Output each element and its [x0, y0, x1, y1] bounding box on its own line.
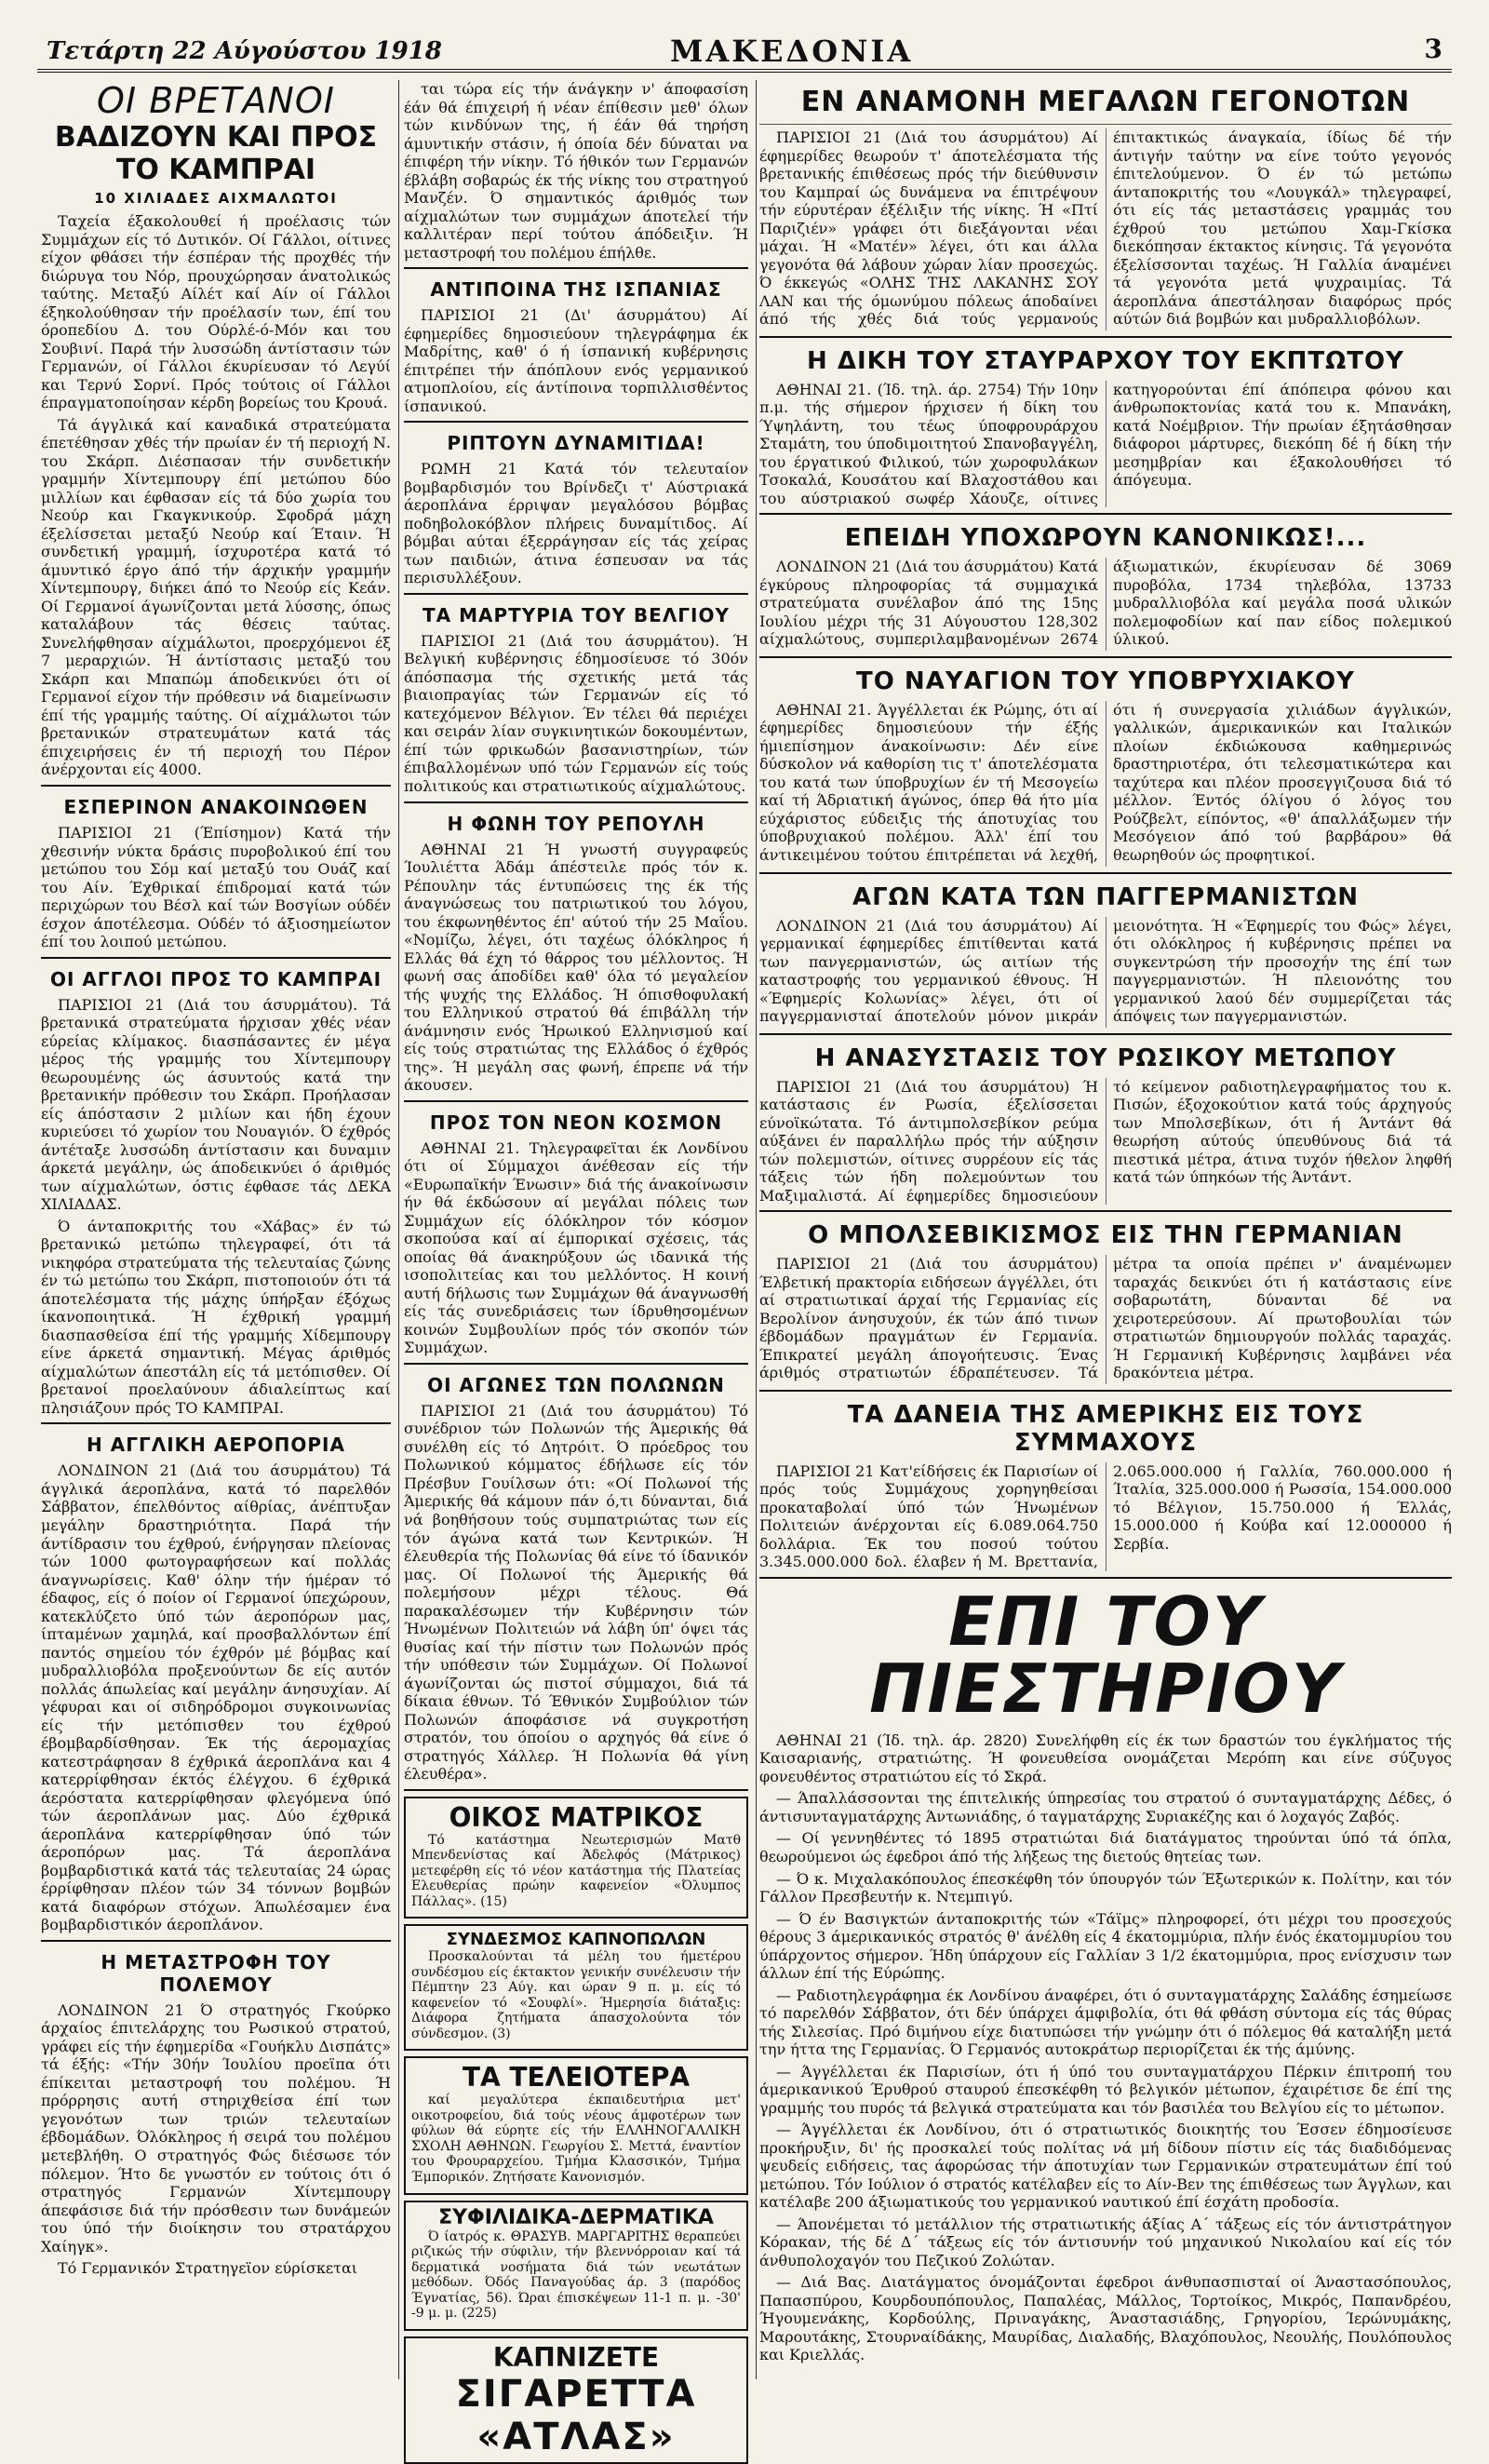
- article-title: ΤΑ ΔΑΝΕΙΑ ΤΗΣ ΑΜΕΡΙΚΗΣ ΕΙΣ ΤΟΥΣ ΣΥΜΜΑΧΟΥΣ: [847, 1400, 1364, 1457]
- article-title: Η ΑΝΑΣΥΣΤΑΣΙΣ ΤΟΥ ΡΩΣΙΚΟΥ ΜΕΤΩΠΟΥ: [814, 1043, 1397, 1072]
- article-body: [759, 1078, 1452, 1205]
- divider: [404, 1789, 748, 1791]
- divider: [759, 1210, 1452, 1212]
- article-title: ΕΝ ΑΝΑΜΟΝΗ ΜΕΓΑΛΩΝ ΓΕΓΟΝΟΤΩΝ: [800, 86, 1411, 118]
- divider: [41, 957, 391, 959]
- divider: [41, 1422, 391, 1424]
- page-number: 3: [1424, 34, 1442, 64]
- brand-word: ΣΙΓΑΡΕΤΤΑ: [455, 2372, 697, 2416]
- article-paragraph: ΠΑΡΙΣΙΟΙ 21 Κατ'είδήσεις έκ Παρισίων οί πρός τούς Συμμάχους χορηγηθείσαι προκαταβολαί ύπό τών Ήνωμένων Πολιτειών άνέρχονται είς 6.089.064.750 δολλάρια. Έκ του ποσού τούτου 3.345.000.000 δολ. έλαβεν ή Μ. Βρεττανία, 2.065.000.000 ή Γαλλία, 760.000.000 ή Ίταλία, 325.000.000 ή Ρωσσία, 154.000.000 τό Βέλγιον, 15.750.000 ή Έλλάς, 15.000.000 ή Κούβα καί 12.000000 ή Σερβία.: [759, 1461, 1452, 1571]
- news-item: — Άγγέλλεται έκ Παρισίων, ότι ή ύπό του συνταγματάρχου Πέρκιν έπιτροπή του άμερικανικού Έρυθρού σταυρού έπεσκέφθη τό βελγικόν μέτωπον, έχαιρέτισε δε έπί της γραμμής του πυρός τά βελγικά στρατεύματα και τόν βασιλέα του Βελγίου είς το μέτωπον.: [759, 2062, 1452, 2117]
- advertisement: [404, 1924, 748, 2051]
- article-kicker: 10 ΧΙΛΙΑΔΕΣ ΑΙΧΜΑΛΩΤΟΙ: [94, 190, 338, 207]
- article-title: Η ΜΕΤΑΣΤΡΟΦΗ ΤΟΥ ΠΟΛΕΜΟΥ: [101, 1950, 331, 1996]
- article-paragraph: ΛΟΝΔΙΝΟΝ 21 (Διά του άσυρμάτου) Αί γερμανικαί έφημερίδες έπιτίθενται κατά των πανγερμανιστών, ώς αιτίων τής καταστροφής του γερμανικού έθνους. Ή «Έφημερίς Κολωνίας» λέγει, ότι οί παγγερμανισταί άποτελούν μόνον μικράν μειονότητα. Ή «Έφημερίς του Φώς» λέγει, ότι ολόκληρος ή κυβέρνησις πρέπει να συγκεντρώση τήν προσοχήν της έπί των παγγερμανιστών. Ή πλειονότης του γερμανικού λαού δέν συμμερίζεται τάς άπόψεις των παγγερμανιστών.: [759, 916, 1452, 1026]
- advertisement: [404, 1797, 748, 1919]
- news-item: — Ραδιοτηλεγράφημα έκ Λονδίνου άναφέρει, ότι ό συνταγματάρχης Σαλάδης έσημείωσε τό παρελθόν Σάββατον, ότι δέν ύπάρχει άμφιβολία, ότι θά φθάση σύντομα είς τάς θύρας τής Σιλεσίας. Πρό διμήνου είχε διατυπώσει τήν γνώμην ότι ό πόλεμος θά καταλήξη μετά την ήττα της Γερμανίας. Ό Γερμανός αυτοκράτωρ περιορίζεται έκ τής άμύνης.: [759, 1986, 1452, 2059]
- divider: [404, 593, 748, 595]
- article-body: [759, 701, 1452, 867]
- news-item: — Ό κ. Μιχαλακόπουλος έπεσκέφθη τόν ύπουργόν τών Έξωτερικών κ. Πολίτην, και τόν Γάλλον Πρεσβευτήν κ. Ντεμπιγύ.: [759, 1869, 1452, 1906]
- advertisement: [404, 2056, 748, 2194]
- article-title: ΤΑ ΜΑΡΤΥΡΙΑ ΤΟΥ ΒΕΛΓΙΟΥ: [423, 603, 730, 626]
- article-paragraph: ΠΑΡΙΣΙΟΙ 21 (Διά του άσυρμάτου) Τό συνέδριον τών Πολωνών τής Άμερικής θά συνέλθη είς τό Δητρόιτ. Ό πρόεδρος του Πολωνικού κόμματος έδήλωσε είς τόν Πρέσβυν Γουίλσων ότι: «Οί Πολωνοί τής Άμερικής θά κάμουν πάν ό,τι δύνανται, διά νά βοηθήσουν τούς συμπατριώτας των είς τόν άγώνα κατά των Κεντρικών. Ή έλευθερία τής Πολωνίας θά είνε τό ίδανικόν μας. Οί Πολωνοί τής Άμερικής θά πολεμήσουν μέχρι τέλους. Θά παρακαλέσωμεν τήν Κυβέρνησιν τών Ήνωμένων Πολιτειών νά λάβη ύπ' όψει τάς θυσίας καί τήν πίστιν των Πολωνών πρός τήν υπόθεσιν τών Συμμάχων. Οί Πολωνοί άγωνίζονται ώς πιστοί σύμμαχοι, διά τά δίκαια έθνων. Τό Έθνικόν Συμβούλιον τών Πολωνών άποφάσισε νά συγκροτήση στρατόν, του όποίου ο αρχηγός θά είνε ό στρατηγός Χάλλερ. Ή Πολωνία θά γίνη έλευθέρα».: [404, 1401, 748, 1784]
- article-title: ΕΠΕΙΔΗ ΥΠΟΧΩΡΟΥΝ ΚΑΝΟΝΙΚΩΣ!...: [844, 524, 1367, 553]
- divider: [404, 801, 748, 803]
- article-title: ΟΙ ΑΓΩΝΕΣ ΤΩΝ ΠΟΛΩΝΩΝ: [427, 1373, 725, 1396]
- divider: [759, 513, 1452, 515]
- newspaper-name: ΜΑΚΕΔΟΝΙΑ: [670, 34, 914, 69]
- article-body: [759, 381, 1452, 508]
- news-item: — Άγγέλλεται έκ Λονδίνου, ότι ό στρατιωτικός διοικητής του Έσσεν έδημοσίευσε προκήρυξιν, δι' ής προσκαλεί τούς πολίτας νά μή δίδουν πίστιν είς τάς διαδιδόμενας ψευδείς ειδήσεις, τας άφορώσας τήν άποτυχίαν των Γερμανικών στρατευμάτων έπί τού μετώπου. Τόν Ιούλιον ό στρατός κατέλαβεν είς το Αίν-Βεν της έπιθέσεως των Άγγλων, και κατέλαβε 200 άξιωματικούς του γερμανικού ναυτικού έπί έσχάτη προδοσία.: [759, 2121, 1452, 2212]
- news-item: — Άπονέμεται τό μετάλλιον τής στρατιωτικής άξίας Α΄ τάξεως είς τόν άντιστράτηγον Κόρακαν, τής δέ Δ΄ τάξεως είς τόν άντισυνήν τού μηχανικού Νικολαίου καί είς τόν άνθυπολοχαγόν του Πεζικού Ζολώταν.: [759, 2215, 1452, 2269]
- article-title: Η ΔΙΚΗ ΤΟΥ ΣΤΑΥΡΑΡΧΟΥ ΤΟΥ ΕΚΠΤΩΤΟΥ: [807, 346, 1404, 375]
- article-paragraph: ΠΑΡΙΣΙΟΙ 21 (Διά του άσυρμάτου). Ή Βελγική κυβέρνησις έδημοσίευσε τό 30όν άπόσπασμα τής σχετικής μετά τάς βιαιοπραγίας τών Γερμανών είς τό κατεχόμενον Βέλγιον. Έν τέλει θά περιέχει και σειράν λίαν συγκινητικών δοκουμέντων, έπί τών φρικωδών βασανιστηρίων, τών έπιβαλλομένων υπό τών Γερμανών είς τούς πολιτικούς και στρατιωτικούς αίχμαλώτους.: [404, 631, 748, 795]
- article-paragraph: ΛΟΝΔΙΝΟΝ 21 (Διά του άσυρμάτου) Κατά έγκύρους πληροφορίας τά συμμαχικά στρατεύματα συνέλαβον άπό της 15ης Ιουλίου μέχρι τής 31 Αύγουστου 128,302 αίχμαλώτους, συμπεριλαμβανομένων 2674 άξιωματικών, έκυρίευσαν δέ 3069 πυροβόλα, 1734 τηλεβόλα, 13733 μυδραλλιοβόλα καί μεγάλα ποσά υλικών πολεμοφοδίων καί παν είδος πολεμικού ύλικού.: [759, 558, 1452, 649]
- issue-date: Τετάρτη 22 Αύγούστου 1918: [47, 37, 442, 65]
- article-title: ΟΙ ΒΡΕΤΑΝΟΙ: [97, 80, 335, 121]
- divider: [759, 1577, 1452, 1579]
- divider: [759, 1390, 1452, 1392]
- divider: [759, 656, 1452, 658]
- ad-title: ΚΑΠΝΙΖΕΤΕ: [492, 2341, 660, 2373]
- divider: [404, 1100, 748, 1102]
- brand-word: «ΑΤΛΑΣ»: [476, 2415, 676, 2458]
- advertisement: [404, 2336, 748, 2464]
- divider: [41, 785, 391, 787]
- article-title: ΤΟ ΝΑΥΑΓΙΟΝ ΤΟΥ ΥΠΟΒΡΥΧΙΑΚΟΥ: [856, 666, 1355, 695]
- article-title: ΟΙ ΑΓΓΛΟΙ ΠΡΟΣ ΤΟ ΚΑΜΠΡΑΙ: [49, 967, 382, 990]
- article-paragraph: ΠΑΡΙΣΙΟΙ 21 (Διά του άσυρμάτου) Αί έφημερίδες θεωρούν τ' άποτελέσματα τής βρετανικής έπιθέσεως πρός τήν διεύθυνσιν του Καμπραί ώς δυνάμενα να έπιτρέψουν τήν εύρυτέραν έξέλιξιν τής νίκης. Ή «Πτί Παριζιέν» γράφει ότι διεξάγονται νέαι μάχαι. Ή «Ματέν» λέγει, ότι και άλλα γεγονότα θά λάβουν χώραν λίαν προσεχώς. Ό έκκεγώς «ΟΛΗΣ ΤΗΣ ΛΑΚΑΝΗΣ ΣΟΥ ΛΑΝ και τής όμωνύμου πόλεως άποδαίνει άπό τής χθές διά τούς γερμανούς έπιτακτικώς άναγκαία, ίδίως δέ τήν άντιγήν ταύτην να είνε τούτο γεγονός έπιτελούμενον. Ό έν τώ μετώπω άνταποκριτής του «Λουγκάλ» τηλεγραφεί, ότι είς τάς μεταστάσεις γραμμάς του έχθρού του μετώπου Χαμ-Γκίσκα διεκόπησαν έκτακτος κίνησις. Τά γεγονότα έξελίσσονται ταχέως. Ή Γαλλία άναμένει τά γεγονότα μετά ψυχραιμίας. Τά άεροπλάνα άπεστάλησαν διαφόρως πρός αύτών διά βομβών και μυδραλλιοβόλων.: [759, 128, 1452, 329]
- article-paragraph: Τό Γερμανικόν Στρατηγεϊον εύρίσκεται: [58, 2259, 358, 2278]
- article-paragraph: ΠΑΡΙΣΙΟΙ 21 (Διά του άσυρμάτου) Έλβετική πρακτορία ειδήσεων άγγέλλει, ότι αί στρατιωτικαί άρχαί τής Γερμανίας είς Βερολίνον άνησυχούν, έκ τών άπό τινων έβδομάδων πραγμάτων έν Γερμανία. Έπικρατεί μεγάλη άπογοήτευσις. Ένας άριθμός στρατιωτών έδραπέτευσεν. Τά μέτρα τα οποία πρέπει ν' άναμένωμεν ταραχάς δεικνύει ότι ή κατάστασις είνε σοβαρωτάτη, δύνανται δέ να χειροτερεύσουν. Αί πρωτοβουλίαι τών στρατιωτών δημιουργούν πολλάς ταραχάς. Ή Γερμανική Κυβέρνησις λαμβάνει νέα δρακόντεια μέτρα.: [759, 1255, 1452, 1382]
- article-paragraph: Ό άνταποκριτής του «Χάβας» έν τώ βρετανικώ μετώπω τηλεγραφεί, ότι τά νικηφόρα στρατεύματα τής τελευταίας ζώνης έν τώ μετώπω του Σκάρπ, πιστοποιούν ότι τά άποτελέσματα τής μάχης ύπήρξαν έξόχως ίκανοποιητικά. Ή έχθρική γραμμή διασπασθείσα έπί τής γραμμής Χίδεμπουργ είνε άρκετά σημαντική. Μέγας άριθμός αίχμαλώτων άπεστάλη είς τά μετόπισθεν. Οί βρετανοί προελαύνουν άδιαλείπτως καί πλησιάζουν πρός ΤΟ ΚΑΜΠΡΑΙ.: [41, 1217, 391, 1417]
- article-paragraph: ΠΑΡΙΣΙΟΙ 21 (Διά του άσυρμάτου) Ή κατάστασις έν Ρωσία, έξελίσσεται εύνοϊκώτατα. Τό άντιμπολσεβίκον ρεύμα αύξάνει έν παραλλήλω πρός τήν αύξησιν τών πολεμιστών, οίτινες συρρέουν είς τάς τάξεις τών ήδη πολεμούντων του Μαξιμαλιστά. Αί έφημερίδες δημοσιεύουν τό κείμενον ραδιοτηλεγραφήματος του κ. Πισών, έξοχοκούτιον κατά τούς άρχηγούς των Μπολσεβίκων, ότι ή Άντάντ θά θεωρήση αύτούς ύπευθύνους διά τά πιεστικά μέτρα, άτινα τυχόν ήθελον ληφθή κατά τών ύπηκόων τής Άντάντ.: [759, 1077, 1452, 1205]
- divider: [759, 124, 1452, 125]
- article-body: [759, 558, 1452, 651]
- ad-title: ΣΥΦΙΛΙΔΙΚΑ-ΔΕΡΜΑΤΙΚΑ: [438, 2205, 714, 2229]
- article-paragraph: Τά άγγλικά καί καναδικά στρατεύματα έπετέθησαν χθές τήν πρωίαν έν τή περιοχή Ν. του Σκάρπ. Διέσπασαν τήν συνδετικήν γραμμήν Χίντεμπουργ έπί μετώπου δύο μιλλίων και έφθασαν είς τά δύο χωρία του Νεούρ και Γκαγκνικούρ. Σφοδρά μάχη έξελίσσεται μεταξύ Νεούρ καί Έταιν. Ή συνδετική γραμμή, ίσχυροτέρα κατά τό άμυντικό έργο άπό τήν άρχικήν γραμμήν Χίντεμπουργ, διήκει άπό το Νεούρ είς Κεάν. Οί Γερμανοί άγωνίζονται μετά λύσσης, όπως καταλάβουν τάς θέσεις ταύτας. Συνελήφθησαν αίχμάλωτοι, προερχόμενοι έξ 7 μεραρχιών. Ή άντίστασις μεταξύ του Σκάρπ και Μπαπώμ άποδεικνύει ότι οί Γερμανοί είχον τήν πρόθεσιν νά διαμείνωσιν έπί τής γραμμής ταύτης. Οί αίχμάλωτοι τών βρετανικών στρατευμάτων κατά τάς έπιχειρήσεις έν τή περιοχή του Πέρον άνέρχονται είς 4000.: [41, 415, 391, 779]
- ad-title: ΤΑ ΤΕΛΕΙΟΤΕΡΑ: [462, 2062, 691, 2094]
- news-item: — Ό έν Βασιγκτών άνταποκριτής τών «Τάϊμς» πληροφορεί, ότι μέχρι του προσεχούς θέρους 3 άμερικανικός στρατός θ' άνέλθη είς 4 έκατομμύρια, πλήν ένός έκατομμυρίου του ύπάρχοντος σήμερον. Ήδη ύπάρχουν είς Γαλλίαν 3 1/2 έκατομμύρια, προς ενίσχυσιν των άλλων έπί τής Εύρώπης.: [759, 1909, 1452, 1983]
- ad-text: Προσκαλούνται τά μέλη του ήμετέρου συνδέσμου είς έκτακτον γενικήν συνέλευσιν τήν Πέμπτην 23 Αύγ. και ώραν 9 π. μ. είς τό καφενείον τό «Σουφλί». Ήμερησία διάταξις: Διάφορα ζητήματα άπασχολούντα τόν σύνδεσμον. (3): [411, 1949, 741, 2041]
- news-item: — Άπαλλάσσονται της έπιτελικής ύπηρεσίας του στρατού ό συνταγματάρχης Δέδες, ό άντισυνταγματάρχης Άντωνιάδης, ό ταγματάρχης Συριακέζης και ό λοχαγός Ζαβός.: [759, 1789, 1452, 1825]
- masthead: [37, 28, 1452, 73]
- article-title: Η ΑΓΓΛΙΚΗ ΑΕΡΟΠΟΡΙΑ: [87, 1434, 345, 1457]
- divider: [759, 1033, 1452, 1035]
- column-2: [404, 80, 757, 2458]
- brand-name: [411, 2373, 741, 2458]
- advertisement: [404, 2201, 748, 2331]
- divider: [41, 1940, 391, 1942]
- ad-text: καί μεγαλύτερα έκπαιδευτήρια μετ' οικοτροφείου, διά τούς νέους άμφοτέρων των φύλων θά εύρητε είς τήν ΕΛΛΗΝΟΓΑΛΛΙΚΗ ΣΧΟΛΗ ΑΘΗΝΩΝ. Γεωργίου Σ. Μεττά, έναντίον του Φρουραρχείου. Τμήμα Κλασσικόν, Τμήμα Έμπορικόν. Ζητήσατε Κανονισμόν.: [411, 2093, 741, 2185]
- article-paragraph: ΑΘΗΝΑΙ 21 Ή γνωστή συγγραφεύς Ίουλιέττα Άδάμ άπέστειλε πρός τόν κ. Ρέπουλην τάς έντυπώσεις της έκ τής άναγνώσεως του πατριωτικού του λόγου, του έκφωνηθέντος έπ' αύτού τήν 25 Μαΐου. «Νομίζω, λέγει, ότι ταχέως όλόκληρος ή Ελλάς θά έχη τό θάρρος του μέλλοντος. Ή φωνή σας άποδίδει καθ' όλα τό μεγαλείον τής ψυχής της Ελλάδος. Ή όπισθοφυλακή του Ελληνικού στρατού θά έπιβάλλη τήν άνάμνησιν ενός Ήρωικού Ελληνισμού καί είς τούς στρατιώτας της Ελλάδος ό έχθρός της». Ή μεγάλη σας φωνή, έπρεπε νά τήν άκουσεν.: [404, 840, 748, 1095]
- ad-text: Τό κατάστημα Νεωτερισμών Ματθ Μπενδενίστας καί Άδελφός (Μάτρικος) μετεφέρθη είς τό νέον κατάστημα τής Πλατείας Ελευθερίας πρώην καφενείον «Όλυμπος Πάλλας». (15): [411, 1832, 741, 1909]
- section-title: ΕΠΙ ΤΟΥ ΠΙΕΣΤΗΡΙΟΥ: [869, 1582, 1342, 1728]
- article-paragraph: ΛΟΝΔΙΝΟΝ 21 (Διά του άσυρμάτου) Τά άγγλικά άεροπλάνα, κατά τό παρελθόν Σάββατον, έπελθόντος αίθρίας, άνέπτυξαν μεγάλην δραστηριότητα. Παρά τήν άντίδρασιν του έχθρού, ένήργησαν πλείονας τών 1000 φωτογραφήσεων καί πολλάς άναγνωρίσεις. Καθ' όλην τήν ήμέραν τό έδαφος, είς ό ποίον οί Γερμανοί ύπεχώρουν, κατεκλύζετο ύπό τών άεροπόρων μας, ίπταμένων χαμηλά, καί προσβαλλόντων έπί παντός σημείου τόν έχθρόν μέ βόμβας καί μυδραλλιοβόλα προξενούντων δε είς αυτόν πολλάς άπωλείας καί μεγάλην άνησυχίαν. Αί γέφυραι και οί σιδηρόδρομοι συγκοινωνίας είς τήν μετόπισθεν του έχθρού έβομβαρδίσθησαν. Έκ τής άερομαχίας κατεστράφησαν 8 έχθρικά άεροπλάνα και 4 κατερρίφθησαν έκτός έλέγχου. 6 έχθρικά άερόστατα κατερρίφθησαν φλεγόμενα ύπό τών άεροπλάνων μας. Δύο έχθρικά άεροπλάνα κατερρίφθησαν ύπό τών άεροπόρων μας. Τά άεροπλάνα βομβαρδιστικά κατά τάς τελευταίας 24 ώρας έρρίφθησαν πλέον τών 34 τόννων βομβών κατά διαφόρων στόχων. Άπωλέσαμεν ένα βομβαρδιστικόν άεροπλάνον.: [41, 1461, 391, 1934]
- article-paragraph: Ταχεία έξακολουθεί ή προέλασις τών Συμμάχων είς τό Δυτικόν. Οί Γάλλοι, οίτινες είχον φθάσει τήν έσπέραν τής προχθές τήν διώρυγα του Νόρ, προυχώρησαν άνατολικώς ταύτης. Μεταξύ Αίλέτ καί Αίν οί Γάλλοι έξηκολούθησαν τήν προέλασίν των, έπί του όροπεδίου Δ. του Ούρλέ-ό-Μόν και του Σουβινί. Παρά τήν λυσσώδη άντίστασιν τών Γερμανών, οί Γάλλοι έκυρίευσαν τό Λεγύί και Τερνύ Σορνί. Πρός τούτοις οί Γάλλοι έπραγματοποίησαν κέρδη βορείως του Κρουά.: [41, 212, 391, 412]
- article-body: [759, 917, 1452, 1028]
- article-title: ΡΙΠΤΟΥΝ ΔΥΝΑΜΙΤΙΔΑ!: [447, 432, 705, 455]
- article-paragraph: ΠΑΡΙΣΙΟΙ 21 (Έπίσημον) Κατά τήν χθεσινήν νύκτα δράσις πυροβολικού έπί του μετώπου του Σόμ καί μεταξύ του Ουάζ καί του Αίν. Έχθρικαί έπιδρομαί κατά τών περιχώρων του Βέσλ καί τών Βοσγίων ούδέν έσχον άποτέλεσμα. Ούδέν τό άξιοσημείωτον έπί του λοιπού μετώπου.: [41, 823, 391, 951]
- article-body: [759, 1255, 1452, 1384]
- article-paragraph: ΡΩΜΗ 21 Κατά τόν τελευταίον βομβαρδισμόν του Βρίνδεζι τ' Αύστριακά άεροπλάνα έρριψαν μεγαλόσου βόμβας ποδηβολοκόβλον πλήρεις δυναμίτιδος. Αί βόμβαι αύται έξερράγησαν είς τάς χείρας των παιδιών, άτινα έσπευσαν να τάς περισυλλέξουν.: [404, 460, 748, 587]
- article-title: ΠΡΟΣ ΤΟΝ ΝΕΟΝ ΚΟΣΜΟΝ: [429, 1111, 723, 1134]
- news-item: — Οί γεννηθέντες τό 1895 στρατιώται διά διατάγματος τηρούνται ύπό τά όπλα, θεωρούμενοι ώς έφεδροι άπό τής λήξεως της διετούς θητείας των.: [759, 1829, 1452, 1865]
- ad-title: ΣΥΝΔΕΣΜΟΣ ΚΑΠΝΟΠΩΛΩΝ: [446, 1930, 706, 1950]
- news-item: — Διά Βας. Διατάγματος όνομάζονται έφεδροι άνθυπασπισταί οί Άναστασόπουλος, Παπασπύρου, Κουρδουπόπουλος, Παπαλέας, Μάλλος, Τορτοίκος, Μικρός, Παπανδρέου, Ήγουμενάκης, Κορδούλης, Πριναγάκης, Άναστασιάδης, Γρηγορίου, Ίερώνυμάκης, Μαρουτάκης, Στουρναίδάκης, Μαυρίδας, Διαλαδής, Βλαχόπουλος, Νεουλής, Πουλόπουλος και Κριελλάς.: [759, 2273, 1452, 2364]
- article-body: [759, 128, 1452, 330]
- divider: [759, 336, 1452, 338]
- divider: [404, 1363, 748, 1365]
- column-1: [41, 80, 399, 2379]
- article-title: ΑΓΩΝ ΚΑΤΑ ΤΩΝ ΠΑΓΓΕΡΜΑΝΙΣΤΩΝ: [852, 882, 1360, 911]
- ad-title: ΟΙΚΟΣ ΜΑΤΡΙΚΟΣ: [449, 1801, 704, 1833]
- article-title: ΑΝΤΙΠΟΙΝΑ ΤΗΣ ΙΣΠΑΝΙΑΣ: [430, 278, 722, 302]
- article-paragraph: ΑΘΗΝΑΙ 21. Τηλεγραφεϊται έκ Λονδίνου ότι οί Σύμμαχοι άνέθεσαν είς τήν «Ευρωπαϊκήν Ένωσιν» διά τής άνακοίνωσιν ήν θά έκδώσουν αί μεγάλαι πόλεις των Συμμάχων είς όλόκληρον τόν κόσμον σκοπούσα καί αί έμπορικαί σχέσεις, τάς οποίας θά άνακηρύξουν ώς ιδανικά τής ισοπολιτείας και του μελλόντος. Η κοινή αυτή δήλωσις των Συμμάχων θά άναγνωσθή είς τάς συνεδριάσεις των ίδρυθησομένων κοινών Συμβουλίων πρός τόν σκοπόν τών Συμμάχων.: [404, 1138, 748, 1357]
- article-paragraph: ΠΑΡΙΣΙΟΙ 21 (Δι' άσυρμάτου) Αί έφημερίδες δημοσιεύουν τηλεγράφημα έκ Μαδρίτης, καθ' ό ή ίσπανική κυβέρνησις έπιτρέπει τήν άπόπλουν ενός γερμανικού ατμοπλοίου, είς άντίποινα τορπιλλισθέντος ίσπανικού.: [404, 306, 748, 415]
- divider: [404, 421, 748, 423]
- news-item: ΑΘΗΝΑΙ 21 (Ίδ. τηλ. άρ. 2820) Συνελήφθη είς έκ των δραστών του έγκλήματος τής Καισαριανής, στρατιώτης. Ή φονευθείσα ονομάζεται Μερόπη και είνε σύζυγος φονευθέντος στρατιώτου είς τό Σκρά.: [759, 1730, 1452, 1785]
- article-paragraph: ται τώρα είς τήν άνάγκην ν' άποφασίση έάν θά έπιχειρή ή νέαν έπίθεσιν μεθ' όλων τών κινδύνων της, ή έάν θά τηρήση άμυντικήν στάσιν, ή όποία δέν δύναται να έπιφέρη τήν νίκην. Τό ήθικόν των Γερμανών έβλάβη σοβαρώς έκ τής νίκης του στρατηγού Μανζέν. Ό σημαντικός άριθμός των αίχμαλώτων των συμμάχων άποτελεί τήν καλλιτέραν περί τούτου άπόδειξιν. Ή μεταστροφή του πολέμου έπήλθε.: [404, 80, 748, 262]
- divider: [404, 267, 748, 269]
- article-paragraph: ΛΟΝΔΙΝΟΝ 21 Ό στρατηγός Γκούρκο άρχαίος έπιτελάρχης του Ρωσικού στρατού, γράφει είς τήν έφημερίδα «Γουήκλυ Δισπάτς» τά έξής: «Τήν 30ήν Ίουλίου προεϊπα ότι έπίκειται μεταστροφή του πολέμου. Ή πρόρρησις αυτή στηριχθείσα έπί των γεγονότων των τριών τελευταίων έβδομάδων. Όλόκληρος ή σειρά του πολέμου μετεβλήθη. Ο στρατηγός Φώς διέσωσε τόν πόλεμον. Ήτο δε γνωστόν εν τούτοις ότι ό στρατηγός Γερμανών Χίντεμπουργ άπεφάσισε διά τήν πρόσθεσιν των δυνάμεών του ύπό τήν διοίκησιν του στρατάρχου Χαίηγκ».: [41, 2000, 391, 2255]
- ad-text: Ό ίατρός κ. ΘΡΑΣΥΒ. ΜΑΡΓΑΡΙΤΗΣ θεραπεύει ριζικώς τήν σύφιλιν, τήν βλεννόρροιαν καί τά δερματικά νοσήματα διά τών νεωτάτων μεθόδων. Όδός Παναγούδας άρ. 3 (παρόδος Έγνατίας, 56). Ώραι έπισκέψεων 11-1 π. μ. -30' -9 μ. μ. (225): [411, 2228, 741, 2322]
- article-title: Ο ΜΠΟΛΣΕΒΙΚΙΣΜΟΣ ΕΙΣ ΤΗΝ ΓΕΡΜΑΝΙΑΝ: [808, 1221, 1403, 1250]
- article-title: Η ΦΩΝΗ ΤΟΥ ΡΕΠΟΥΛΗ: [447, 812, 705, 835]
- article-body: [759, 1462, 1452, 1571]
- divider: [759, 872, 1452, 874]
- article-paragraph: ΑΘΗΝΑΙ 21. (Ίδ. τηλ. άρ. 2754) Τήν 10ην π.μ. τής σήμερον ήρχισεν ή δίκη του Ύψηλάντη, του τέως ύποφρουράρχου Σταμάτη, του ύποδιμοιτητού Σπανοβαγγέλη, του έργατικού Φιλικού, τών χωροφυλάκων Τσοκαλά, Κουσάτου καί Βλαχοστάθου και του αύστριακού σωφέρ Χάουζε, οίτινες κατηγορούνται έπί άπόπειρα φόνου και άνθρωποκτονίας κατά του κ. Μπανάκη, κατά Νοέμβριον. Τήν πρωίαν έξητάσθησαν διάφοροι μάρτυρες, διεκόπη δέ ή δίκη τήν μεσημβρίαν και έξακολουθήσει τό άπόγευμα.: [759, 380, 1452, 507]
- article-paragraph: ΠΑΡΙΣΙΟΙ 21 (Διά του άσυρμάτου). Τά βρετανικά στρατεύματα ήρχισαν χθές νέαν εύρείας κλίμακος. διασπάσαντες έν μέγα μέρος τής γραμμής του Χίντεμπουργ θεωρουμένης ώς άσυντούς κατά την βρετανικήν πρόθεσιν του Σκάρπ. Προήλασαν είς άπόστασιν 2 μιλίων και ήδη έχουν κυριεύσει τό χωρίον του Νουαγιόν. Ό έχθρός άντέταξε λυσσώδη άντίστασιν και δυναμιν άρκετά μεγάλην, ώς άποδεικνύει ό άριθμός των αίχμαλώτων, όστις έφθασε τάς ΔΕΚΑ ΧΙΛΙΑΔΑΣ.: [41, 995, 391, 1214]
- article-paragraph: ΑΘΗΝΑΙ 21. Άγγέλλεται έκ Ρώμης, ότι αί έφημερίδες δημοσιεύουν τήν έξής ήμιεπίσημον άνακοίνωσιν: Δέν είνε δύσκολον νά καθορίση τις τ' άποτελέσματα του κατά των ύποβρυχίων έν τή Μεσογείω καί τή Άδριατική άγώνος, όπερ θά ήτο μία εύχάριστος εύδειξις τής άποτυχίας του ύποβρυχιακού πολέμου. Άλλ' έπί του άντικειμένου τούτου έπιτρέπεται νά λεχθή, ότι ή συνεργασία χιλιάδων άγγλικών, γαλλικών, άμερικανικών και Ιταλικών πλοίων έκδιώκουσα καθημερινώς δραστηριοτέρα, ότι τελεσματικώτερα και ταχύτερα και πλέον προσεγγιζουσα διά τό μέλλον. Έντός όλίγου ό λόγος του Ρούζβελτ, είπόντος, «θ' άπαλλάξωμεν τήν Μεσόγειον άπό τού βαρβάρου» θά θεωρηθούν ώς προφητικοί.: [759, 700, 1452, 864]
- article-title: ΕΣΠΕΡΙΝΟΝ ΑΝΑΚΟΙΝΩΘΕΝ: [63, 795, 369, 818]
- column-3: [759, 80, 1452, 2379]
- article-subtitle: ΒΑΔΙΖΟΥΝ ΚΑΙ ΠΡΟΣ ΤΟ ΚΑΜΠΡΑΙ: [54, 121, 378, 186]
